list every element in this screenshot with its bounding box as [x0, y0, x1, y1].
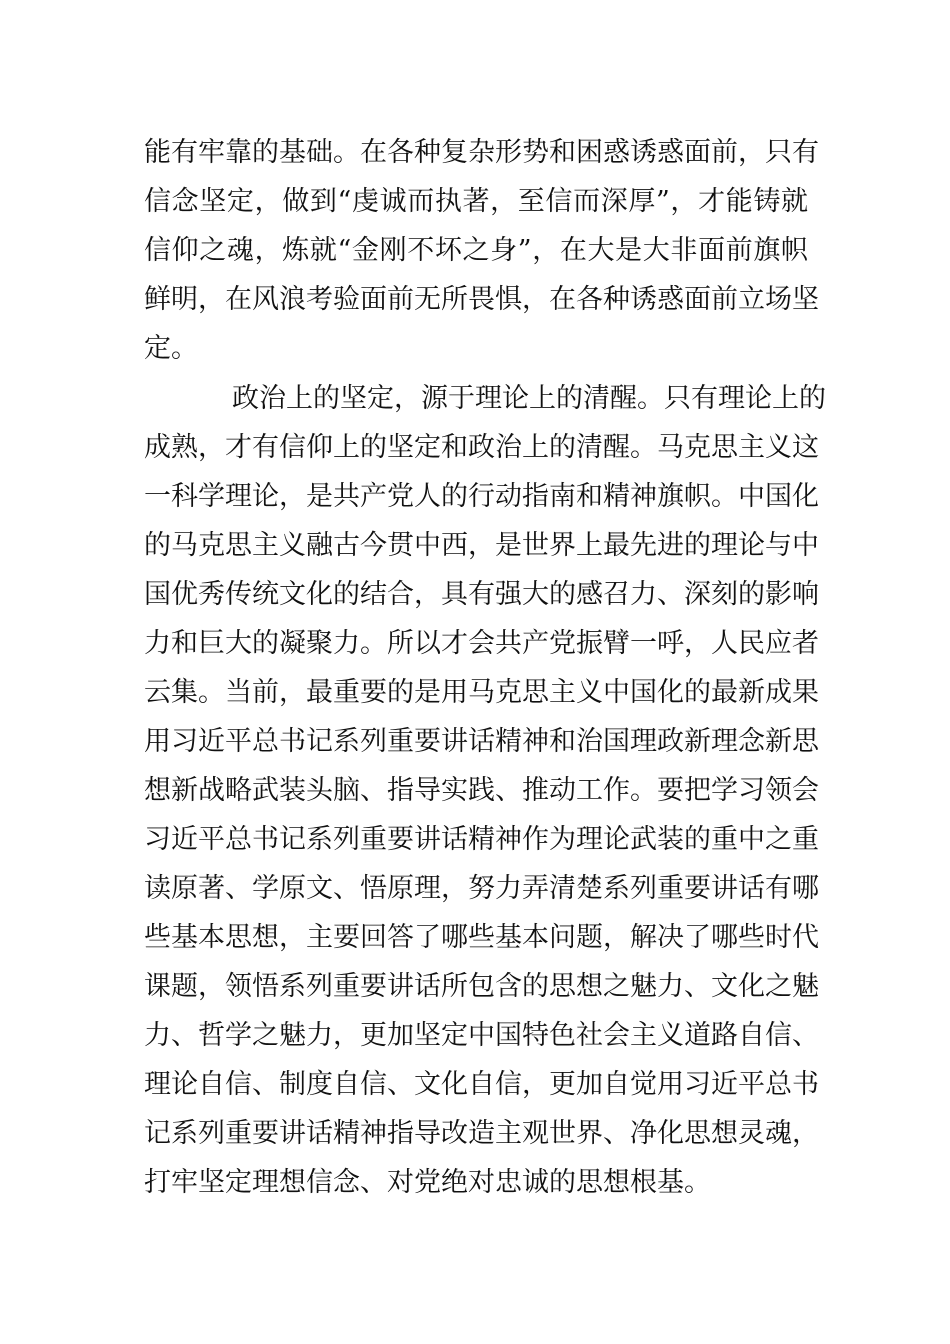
text-line: 一科学理论，是共产党人的行动指南和精神旗帜。中国化 [144, 481, 819, 512]
text-line: 政治上的坚定，源于理论上的清醒。只有理论上的 [232, 383, 826, 414]
text-line: 云集。当前，最重要的是用马克思主义中国化的最新成果 [144, 677, 819, 708]
text-line: 成熟，才有信仰上的坚定和政治上的清醒。马克思主义这 [144, 432, 819, 463]
text-line: 记系列重要讲话精神指导改造主观世界、净化思想灵魂， [144, 1118, 819, 1149]
text-line: 读原著、学原文、悟原理，努力弄清楚系列重要讲话有哪 [144, 873, 819, 904]
paragraph-2 [144, 374, 826, 1207]
text-line: 信仰之魂，炼就“金刚不坏之身”，在大是大非面前旗帜 [144, 235, 808, 266]
text-line: 些基本思想，主要回答了哪些基本问题，解决了哪些时代 [144, 922, 819, 953]
text-line: 国优秀传统文化的结合，具有强大的感召力、深刻的影响 [144, 579, 819, 610]
text-line: 打牢坚定理想信念、对党绝对忠诚的思想根基。 [144, 1167, 711, 1198]
paragraph-1 [144, 128, 819, 373]
text-line: 用习近平总书记系列重要讲话精神和治国理政新理念新思 [144, 726, 819, 757]
text-line: 习近平总书记系列重要讲话精神作为理论武装的重中之重 [144, 824, 819, 855]
text-line: 的马克思主义融古今贯中西，是世界上最先进的理论与中 [144, 530, 819, 561]
text-line: 力、哲学之魅力，更加坚定中国特色社会主义道路自信、 [144, 1020, 819, 1051]
text-line: 想新战略武装头脑、指导实践、推动工作。要把学习领会 [144, 775, 819, 806]
text-line: 理论自信、制度自信、文化自信，更加自觉用习近平总书 [144, 1069, 819, 1100]
text-line: 力和巨大的凝聚力。所以才会共产党振臂一呼，人民应者 [144, 628, 819, 659]
text-line: 信念坚定，做到“虔诚而执著，至信而深厚”，才能铸就 [144, 186, 808, 217]
text-line: 课题，领悟系列重要讲话所包含的思想之魅力、文化之魅 [144, 971, 819, 1002]
text-line: 能有牢靠的基础。在各种复杂形势和困惑诱惑面前，只有 [144, 137, 819, 168]
text-line: 鲜明，在风浪考验面前无所畏惧，在各种诱惑面前立场坚 [144, 284, 819, 315]
text-line: 定。 [144, 333, 198, 364]
